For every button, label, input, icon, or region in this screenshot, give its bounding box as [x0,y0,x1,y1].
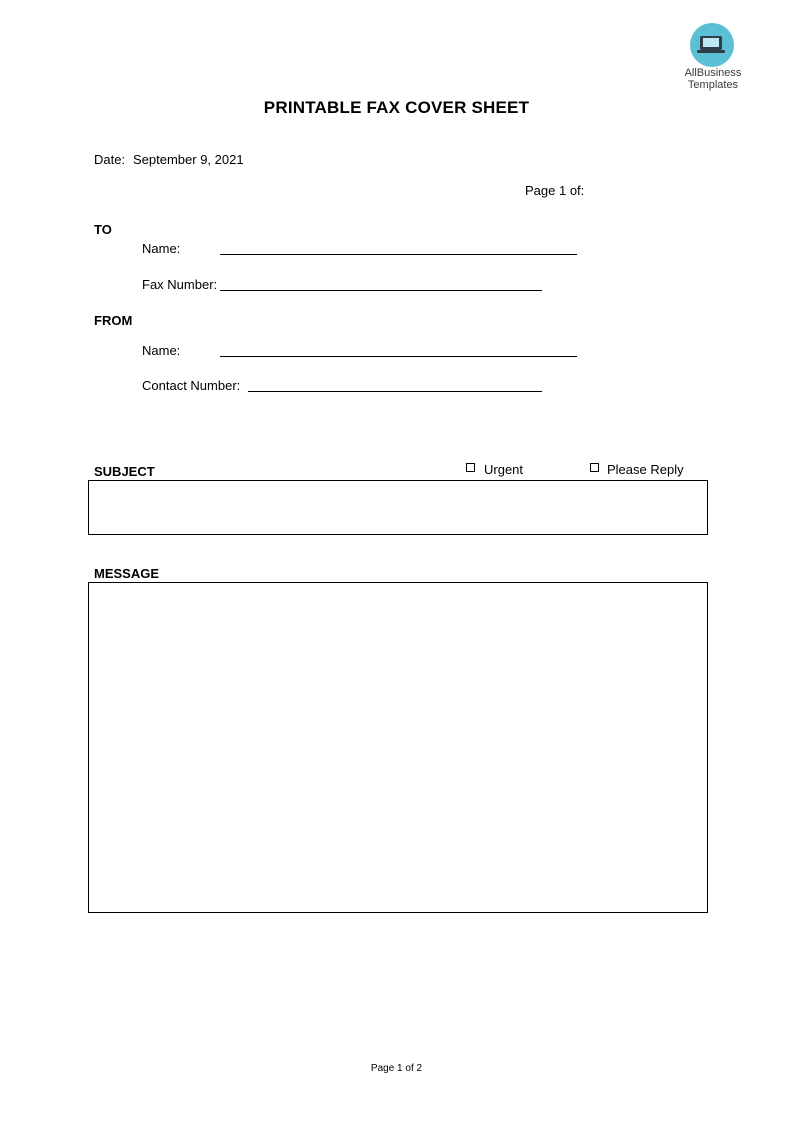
message-box[interactable] [88,582,708,913]
to-fax-label: Fax Number: [142,277,218,292]
to-name-label: Name: [142,241,181,256]
date-value: September 9, 2021 [133,152,244,167]
page-of-label: Page 1 of: [525,183,585,198]
logo-text: AllBusiness Templates [684,67,742,91]
from-contact-label: Contact Number: [142,378,241,393]
to-heading: TO [94,222,112,237]
date-label: Date: [94,152,126,167]
to-fax-field[interactable] [220,290,542,291]
from-name-field[interactable] [220,356,577,357]
laptop-base [697,50,725,53]
urgent-label: Urgent [484,462,524,477]
please-reply-checkbox[interactable] [590,463,599,472]
from-contact-field[interactable] [248,391,542,392]
to-name-field[interactable] [220,254,577,255]
page-footer: Page 1 of 2 [370,1063,423,1074]
subject-heading: SUBJECT [94,464,155,479]
urgent-checkbox[interactable] [466,463,475,472]
logo [690,23,734,67]
message-heading: MESSAGE [94,566,160,581]
from-name-label: Name: [142,343,181,358]
subject-box[interactable] [88,480,708,535]
laptop-icon [700,36,722,50]
page-title: PRINTABLE FAX COVER SHEET [263,98,530,117]
from-heading: FROM [94,313,133,328]
please-reply-label: Please Reply [607,462,684,477]
